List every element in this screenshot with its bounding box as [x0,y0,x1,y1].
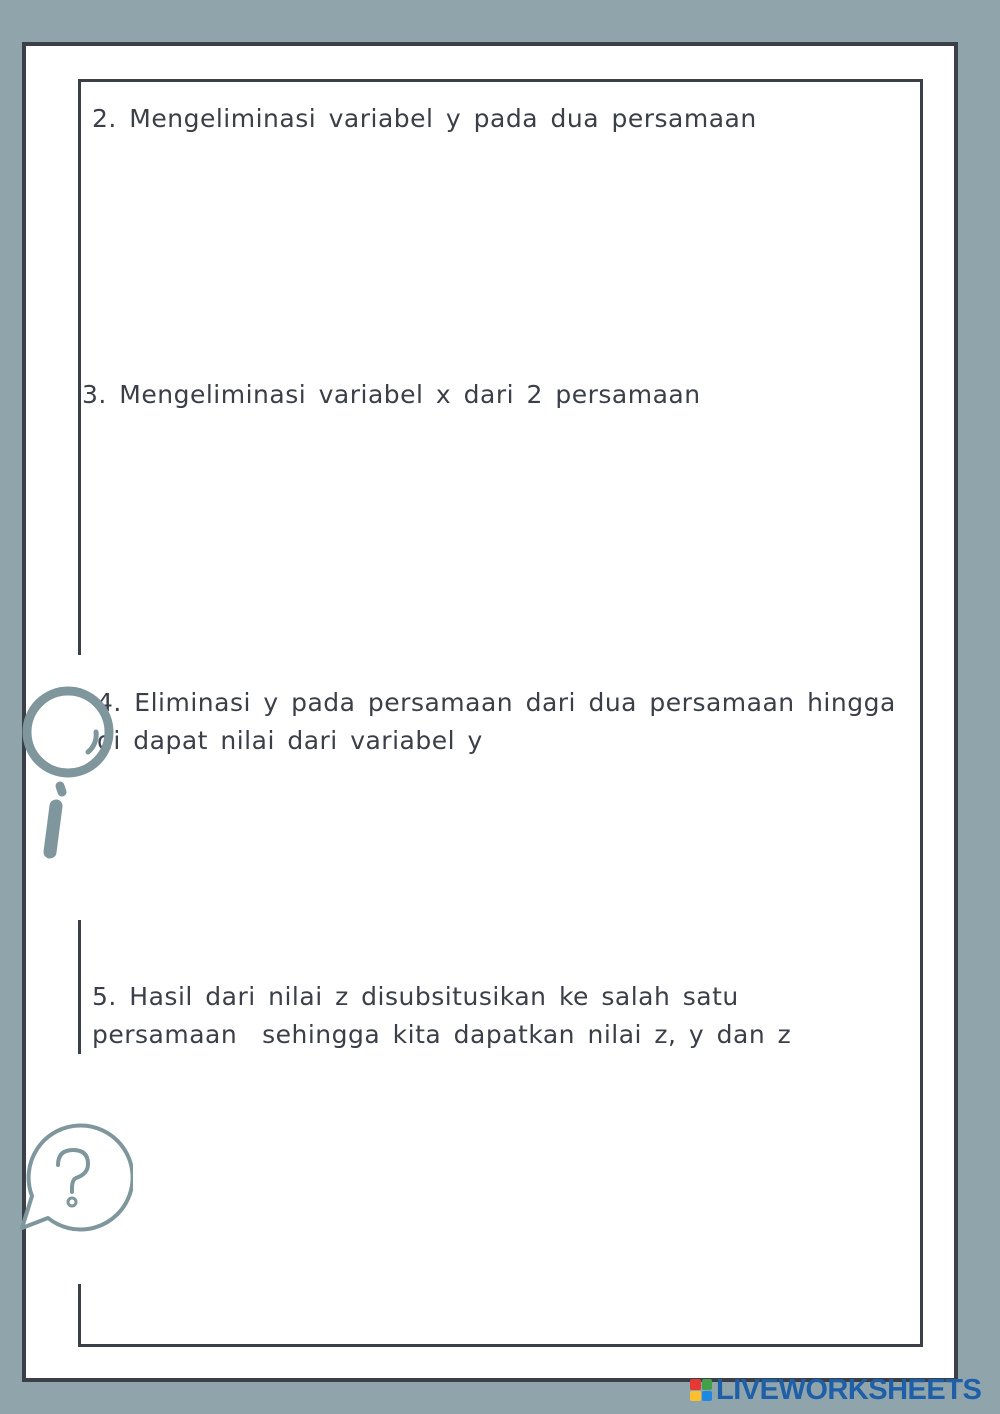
question-2: 2. Mengeliminasi variabel y pada dua persamaan [92,104,757,133]
question-3: 3. Mengeliminasi variabel x dari 2 persamaan [82,380,701,409]
liveworksheets-brand [690,1372,981,1408]
question-4 [97,684,896,760]
brand-text: LIVEWORKSHEETS [716,1373,982,1406]
question-4-line-1: 4. Eliminasi y pada persamaan dari dua persamaan hingga [97,688,896,717]
question-5-line-1: 5. Hasil dari nilai z disubsitusikan ke salah satu [92,982,739,1011]
question-5-line-2: persamaan sehingga kita dapatkan nilai z, y dan z [92,1020,792,1049]
question-bubble-icon [18,1120,133,1240]
liveworksheets-logo-icon [690,1379,712,1401]
question-4-line-2: di dapat nilai dari variabel y [97,726,483,755]
question-5 [92,978,791,1054]
magnifying-glass-icon [18,682,128,862]
